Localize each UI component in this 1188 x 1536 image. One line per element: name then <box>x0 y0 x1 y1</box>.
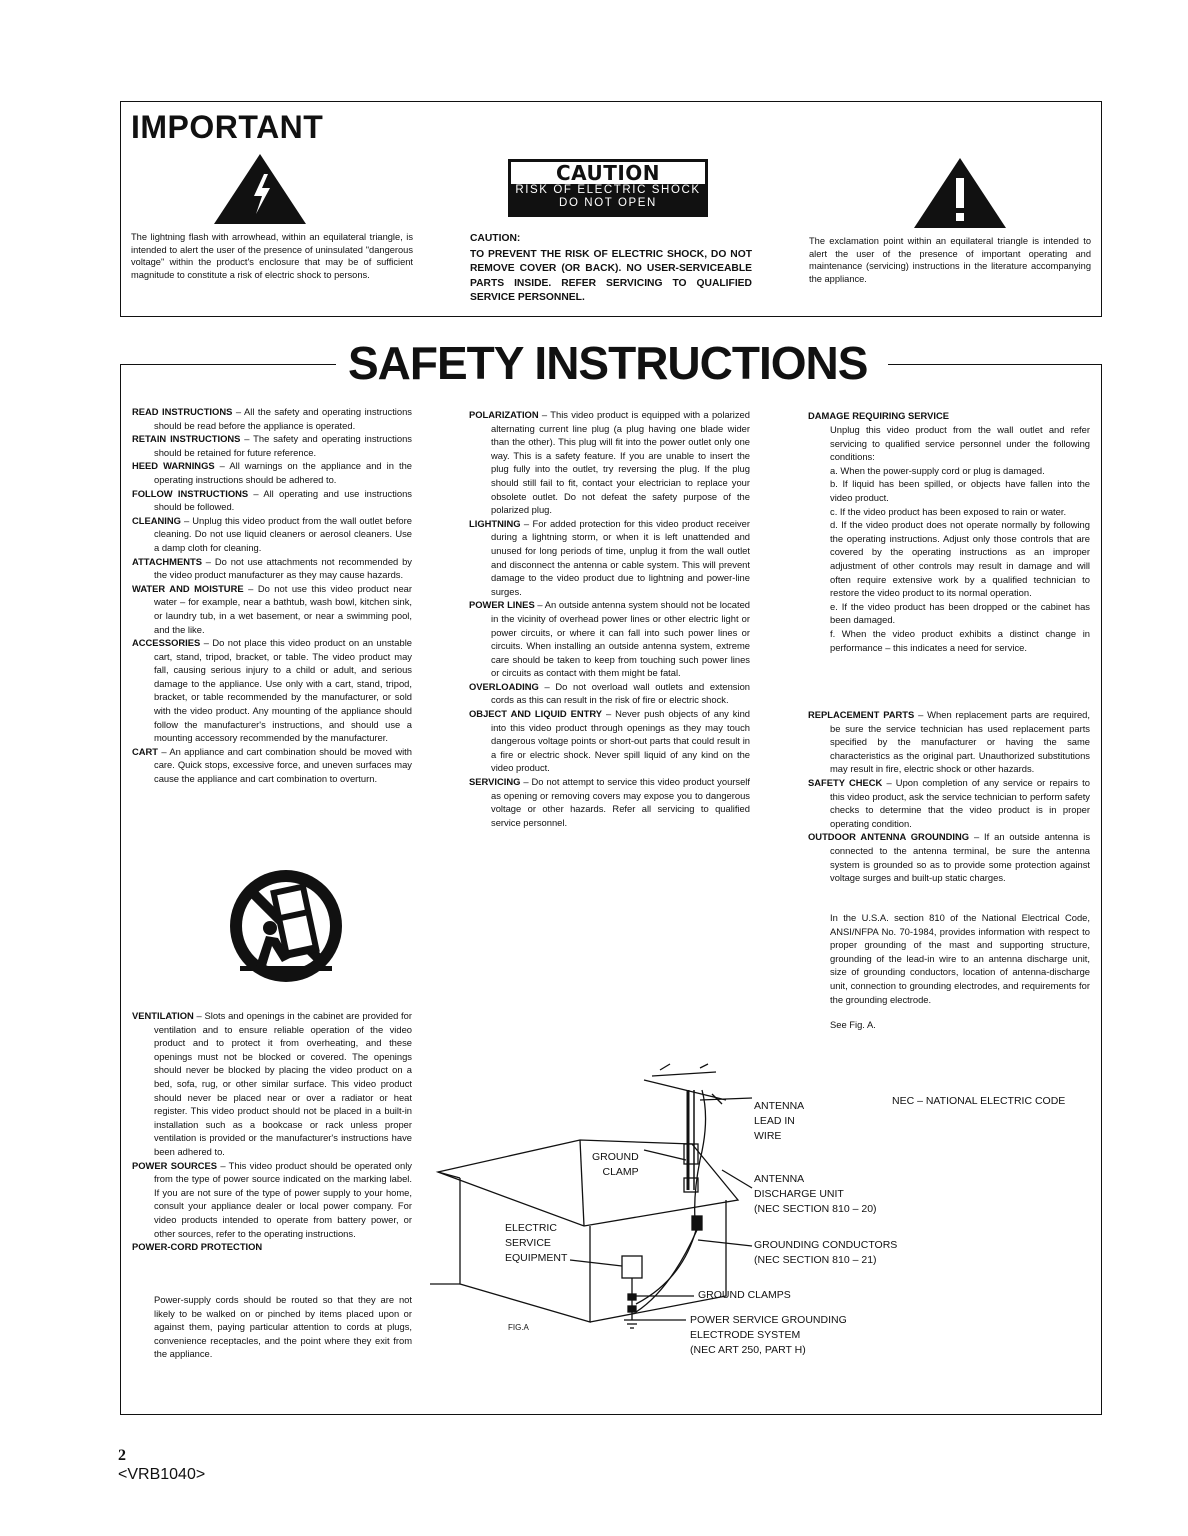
instruction-heading: OBJECT AND LIQUID ENTRY <box>469 708 603 720</box>
safety-column-1-bottom <box>132 1009 412 1254</box>
instruction-heading: SAFETY CHECK <box>808 776 883 788</box>
instruction-heading: SERVICING <box>469 776 521 788</box>
instruction-heading: READ INSTRUCTIONS <box>132 406 233 417</box>
instruction-text: – Never push objects of any kind into this video product through openings as they may touch dangerous voltage points or short-out parts that could result in a fire or electric shock. Never spill liquid of any kind on the video product. <box>491 708 750 774</box>
instruction-text: – The safety and operating instructions should be retained for future reference. <box>154 433 412 458</box>
instruction-paragraph <box>808 830 1090 884</box>
instruction-heading: POWER SOURCES <box>132 1159 218 1171</box>
instruction-paragraph <box>132 1159 412 1241</box>
instruction-heading: CLEANING <box>132 514 181 526</box>
safety-title: SAFETY INSTRUCTIONS <box>336 336 879 390</box>
damage-condition: f. When the video product exhibits a distinct change in performance – this indicates a need for service. <box>830 627 1090 653</box>
grounding-conductors-line1: GROUNDING CONDUCTORS <box>754 1239 898 1251</box>
instruction-paragraph <box>469 775 750 829</box>
damage-heading: DAMAGE REQUIRING SERVICE <box>808 410 949 421</box>
instruction-text: – Do not attempt to service this video product yourself as opening or removing covers may expose you to dangerous voltage or other hazards. Refer all servicing to qualified service personnel. <box>491 776 750 828</box>
instruction-paragraph <box>132 555 412 582</box>
ground-clamp-line2: CLAMP <box>602 1166 639 1178</box>
electric-service-line3: EQUIPMENT <box>505 1252 568 1264</box>
instruction-paragraph <box>132 405 412 432</box>
instruction-heading: FOLLOW INSTRUCTIONS <box>132 487 249 499</box>
discharge-unit-line3: (NEC SECTION 810 – 20) <box>754 1203 877 1215</box>
instruction-text: – Do not place this video product on an unstable cart, stand, tripod, bracket, or table. The video product may fall, causing serious injury to a child or adult, and serious damage to the appliance. Use only with a cart, stand, tripod, bracket, or table recommended by the manufacturer, or sold with the video product. Any mounting of the appliance should follow the manufacturer's instructions, and should use a mounting accessory recommended by the manufacturer. <box>154 637 412 744</box>
instruction-text: – This video product should be operated only from the type of power source indicated on the marking label. If you are not sure of the type of power supply to your home, consult your appliance dealer or local power company. For video products intended to operate from battery power, or other sources, refer to the operating instructions. <box>154 1159 412 1239</box>
caution-heading: CAUTION: <box>470 233 521 244</box>
instruction-paragraph <box>132 636 412 745</box>
damage-condition: Unplug this video product from the wall outlet and refer servicing to qualified service personnel under the following conditions: <box>830 424 1090 463</box>
power-cord-text: Power-supply cords should be routed so that they are not likely to be walked on or pinched by items placed upon or against them, paying particular attention to cords at plugs, convenience receptacles, and the point where they exit from the appliance. <box>154 1294 412 1360</box>
safety-column-2 <box>469 408 750 829</box>
damage-list <box>830 423 1090 654</box>
instruction-paragraph <box>132 1240 412 1254</box>
instruction-text: – Slots and openings in the cabinet are provided for ventilation and to ensure reliable operation of the video product and to protect it from overheating, and these openings must not be blocked or covered. The openings should never be blocked by placing the video product on a bed, sofa, rug, or other similar surface. This video product should never be placed near or over a radiator or heat register. This video product should not be placed in a built-in installation such as a bookcase or rack unless proper ventilation is provided or the manufacturer's instructions have been adhered to. <box>154 1010 412 1157</box>
ground-clamp-line1: GROUND <box>592 1151 639 1163</box>
caution-label-line1: RISK OF ELECTRIC SHOCK <box>515 184 701 196</box>
discharge-unit-label <box>754 1172 877 1217</box>
instruction-paragraph <box>132 745 412 786</box>
instruction-text: – Do not overload wall outlets and extension cords as this can result in the risk of fire or electric shock. <box>491 680 750 706</box>
instruction-text: – Upon completion of any service or repairs to this video product, ask the service technician to perform safety checks to determine that the video product is in proper operating condition. <box>830 776 1090 829</box>
page-number: 2 <box>118 1447 126 1464</box>
instruction-heading: POWER-CORD PROTECTION <box>132 1241 263 1253</box>
instruction-text: – Unplug this video product from the wall outlet before cleaning. Do not use liquid cleaners or aerosol cleaners. Use a damp cloth for cleaning. <box>154 514 412 553</box>
electric-service-line2: SERVICE <box>505 1237 551 1249</box>
instruction-heading: RETAIN INSTRUCTIONS <box>132 433 241 445</box>
antenna-lead-line2: LEAD IN <box>754 1115 795 1127</box>
instruction-paragraph <box>132 432 412 459</box>
discharge-unit-line2: DISCHARGE UNIT <box>754 1188 844 1200</box>
instruction-paragraph <box>132 459 412 486</box>
safety-column-3 <box>808 708 1090 885</box>
electric-service-line1: ELECTRIC <box>505 1222 557 1234</box>
instruction-text: – All the safety and operating instructions should be read before the appliance is operated. <box>154 406 412 431</box>
caution-text: TO PREVENT THE RISK OF ELECTRIC SHOCK, DO NOT REMOVE COVER (OR BACK). NO USER-SERVICEABLE PARTS INSIDE. REFER SERVICING TO QUALIFIED SERVICE PERSONNEL. <box>470 249 752 303</box>
instruction-text: – An outside antenna system should not be located in the vicinity of overhead power lines or other electric light or power circuits, or where it can fall into such power lines or circuits. When installing an outside antenna system, extreme care should be taken to keep from touching such power lines or circuits as contact with them might be fatal. <box>491 599 750 679</box>
ground-clamps-label: GROUND CLAMPS <box>698 1289 791 1301</box>
instruction-paragraph <box>808 776 1090 830</box>
nec-note: NEC – NATIONAL ELECTRIC CODE <box>892 1095 1066 1107</box>
safety-top-rule-left <box>120 364 340 365</box>
electrode-line1: POWER SERVICE GROUNDING <box>690 1314 847 1326</box>
antenna-lead-line1: ANTENNA <box>754 1100 805 1112</box>
instruction-text: – This video product is equipped with a polarized alternating current line plug (a plug having one blade wider than the other). This plug will fit into the power outlet only one way. This is a safety feature. If you are unable to insert the plug fully into the outlet, try reversing the plug. If the plug should still fail to fit, contact your electrician to replace your obsolete outlet. Do not defeat the safety purpose of the polarized plug. <box>491 409 750 516</box>
instruction-text: – All warnings on the appliance and in the operating instructions should be adhered to. <box>154 460 412 485</box>
caution-label <box>508 159 708 217</box>
important-title: IMPORTANT <box>131 109 324 145</box>
instruction-paragraph <box>132 487 412 514</box>
instruction-text: – For added protection for this video product receiver during a lightning storm, or when it is left unattended and unused for long periods of time, unplug it from the wall outlet and disconnect the antenna or cable system. This will prevent damage to the video product due to lightning and power-line surges. <box>491 517 750 597</box>
electrode-line2: ELECTRODE SYSTEM <box>690 1329 801 1341</box>
instruction-paragraph <box>132 582 412 636</box>
electric-service-label <box>505 1221 567 1266</box>
instruction-paragraph <box>132 514 412 555</box>
nec-text: In the U.S.A. section 810 of the National Electrical Code, ANSI/NFPA No. 70-1984, provides information with respect to proper grounding of the mast and supporting structure, grounding of the lead-in wire to an antenna discharge unit, size of grounding conductors, location of antenna-discharge unit, connection to grounding electrodes, and requirements for the grounding electrode. <box>830 912 1090 1005</box>
exclamation-warning-icon <box>912 156 1008 230</box>
instruction-heading: REPLACEMENT PARTS <box>808 709 915 720</box>
instruction-paragraph <box>469 517 750 599</box>
instruction-text: – Do not use attachments not recommended by the video product manufacturer as they may cause hazards. <box>154 555 412 581</box>
instruction-text: – If an outside antenna is connected to the antenna terminal, be sure the antenna system is grounded so as to provide some protection against voltage surges and built-up static charges. <box>830 831 1091 884</box>
caution-label-line2: DO NOT OPEN <box>559 197 657 209</box>
antenna-lead-label <box>754 1099 804 1144</box>
damage-condition: c. If the video product has been exposed to rain or water. <box>830 505 1067 517</box>
instruction-heading: VENTILATION <box>132 1010 194 1021</box>
instruction-text: – Do not use this video product near water – for example, near a bathtub, wash bowl, kitchen sink, or laundry tub, in a wet basement, or near a swimming pool, and the like. <box>154 582 413 635</box>
antenna-lead-line3: WIRE <box>754 1130 782 1142</box>
instruction-heading: POLARIZATION <box>469 409 539 420</box>
damage-condition: a. When the power-supply cord or plug is damaged. <box>830 464 1045 476</box>
document-code: <VRB1040> <box>118 1466 206 1483</box>
instruction-heading: ATTACHMENTS <box>132 555 202 567</box>
safety-top-rule-right <box>888 364 1102 365</box>
instruction-paragraph <box>469 598 750 680</box>
damage-condition: b. If liquid has been spilled, or objects have fallen into the video product. <box>830 478 1090 503</box>
instruction-heading: OUTDOOR ANTENNA GROUNDING <box>808 831 970 843</box>
exclamation-description: The exclamation point within an equilateral triangle is intended to alert the user of the presence of important operating and maintenance (servicing) instructions in the literature accompanying the appliance. <box>809 236 1091 284</box>
see-fig: See Fig. A. <box>830 1019 876 1030</box>
instruction-heading: POWER LINES <box>469 599 535 611</box>
instruction-heading: HEED WARNINGS <box>132 460 215 472</box>
caution-label-title: CAUTION <box>511 162 705 184</box>
figure-label: FIG.A <box>508 1323 529 1332</box>
instruction-heading: CART <box>132 745 159 757</box>
instruction-paragraph <box>808 708 1090 776</box>
instruction-text: – An appliance and cart combination should be moved with care. Quick stops, excessive force, and uneven surfaces may cause the appliance and cart combination to overturn. <box>154 745 412 785</box>
instruction-paragraph <box>469 408 750 517</box>
lightning-description: The lightning flash with arrowhead, within an equilateral triangle, is intended to alert the user of the presence of uninsulated "dangerous voltage" within the product's enclosure that may be of sufficient magnitude to constitute a risk of electric shock to persons. <box>131 232 413 280</box>
grounding-conductors-line2: (NEC SECTION 810 – 21) <box>754 1254 877 1266</box>
grounding-conductors-label <box>754 1238 897 1268</box>
instruction-text: – All operating and use instructions should be followed. <box>154 487 412 513</box>
lightning-warning-icon <box>212 152 308 226</box>
electrode-line3: (NEC ART 250, PART H) <box>690 1344 806 1356</box>
instruction-heading: OVERLOADING <box>469 680 539 692</box>
damage-condition: e. If the video product has been dropped or the cabinet has been damaged. <box>830 600 1090 626</box>
instruction-paragraph <box>469 680 750 707</box>
cart-tip-over-icon <box>226 866 346 986</box>
damage-condition: d. If the video product does not operate normally by following the operating instructions. Adjust only those controls that are covered by the operating instructions as an improper adjustment of other controls may result in damage and will often require extensive work by a qualified technician to restore the video product to its normal operation. <box>830 519 1090 599</box>
instruction-paragraph <box>132 1009 412 1159</box>
instruction-paragraph <box>469 707 750 775</box>
electrode-label <box>690 1313 847 1358</box>
instruction-heading: WATER AND MOISTURE <box>132 582 244 594</box>
instruction-text: – When replacement parts are required, be sure the service technician has used replacement parts specified by the manufacturer or having the same characteristics as the original part. Unauthorized substitutions may result in fire, electric shock or other hazards. <box>830 709 1090 775</box>
instruction-heading: ACCESSORIES <box>132 637 201 649</box>
safety-column-1 <box>132 405 412 786</box>
antenna-grounding-diagram <box>430 1060 770 1350</box>
ground-clamp-label <box>592 1150 639 1180</box>
discharge-unit-line1: ANTENNA <box>754 1173 805 1185</box>
instruction-heading: LIGHTNING <box>469 517 521 529</box>
